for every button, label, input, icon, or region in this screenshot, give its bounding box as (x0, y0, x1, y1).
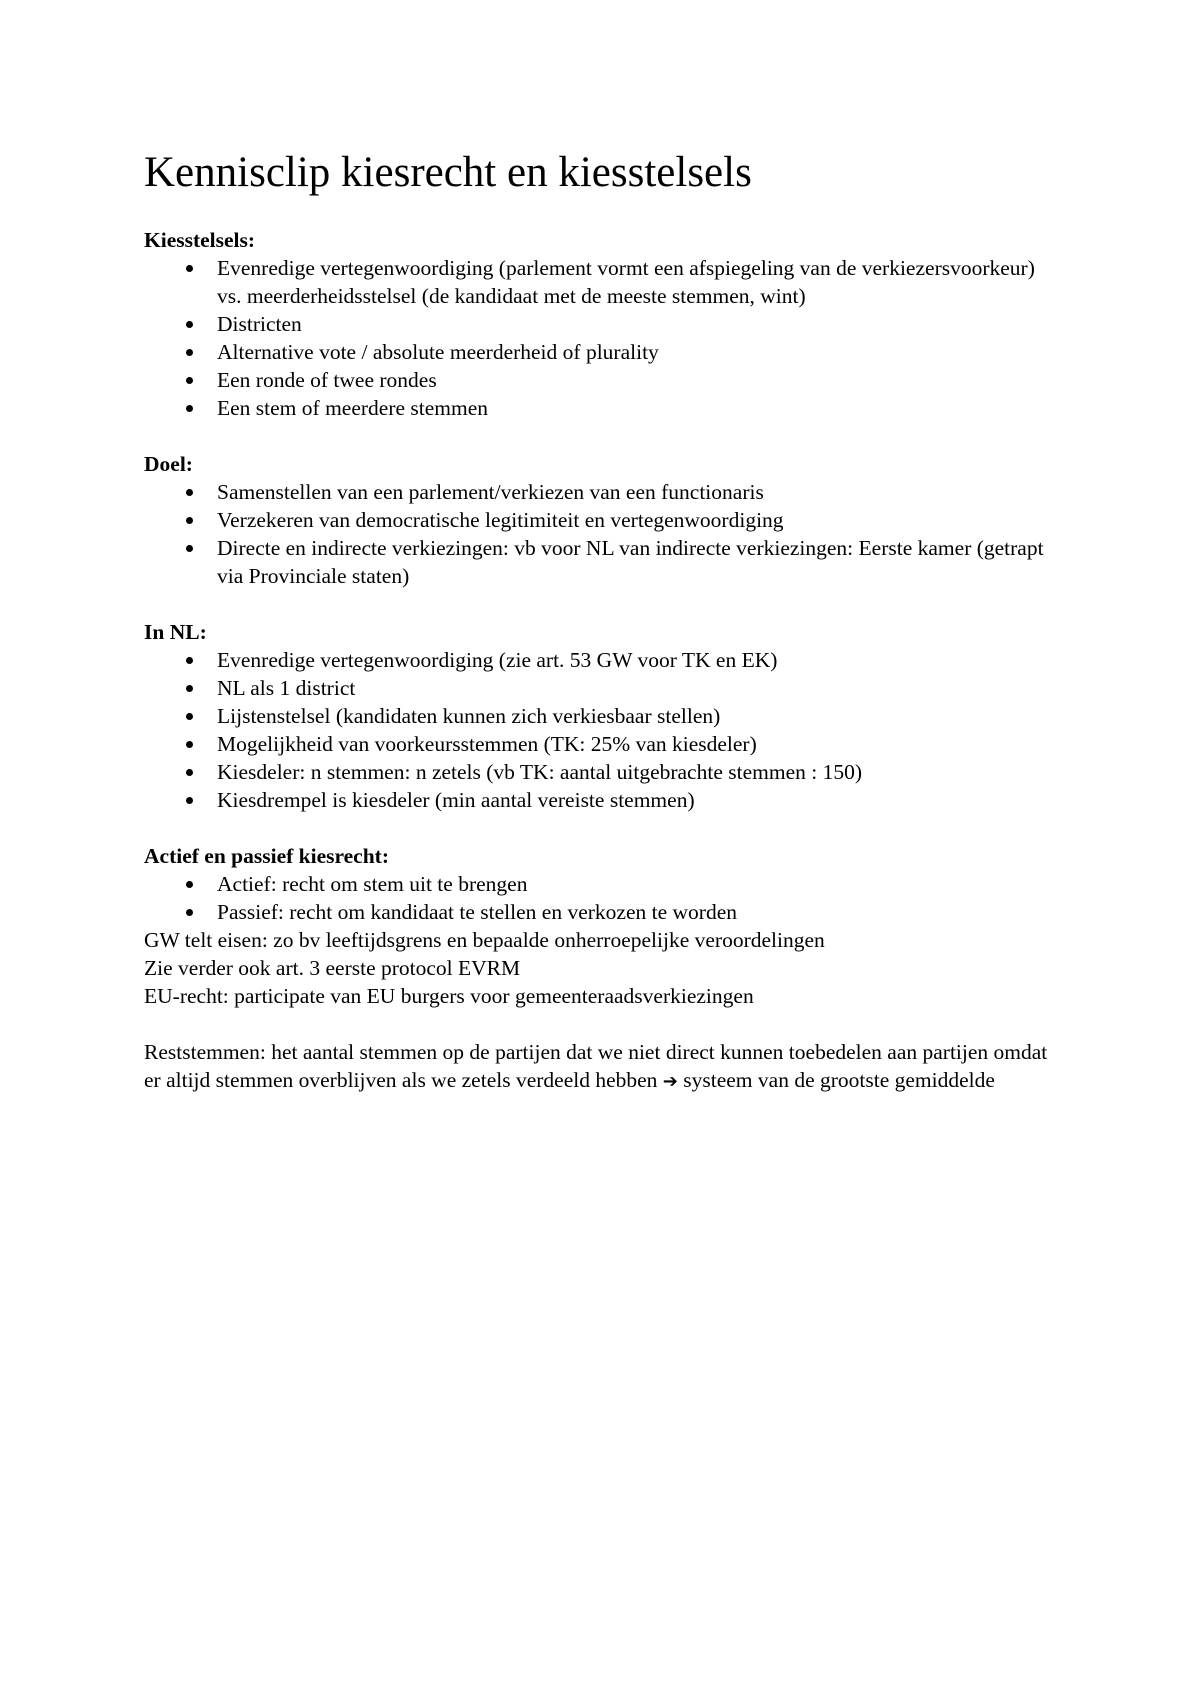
list-item-text: Kiesdrempel is kiesdeler (min aantal vereiste stemmen) (217, 788, 695, 812)
bullet-list-in-nl (144, 646, 1064, 814)
paragraph-line: EU-recht: participate van EU burgers voor gemeenteraadsverkiezingen (144, 984, 754, 1008)
document-title: Kennisclip kiesrecht en kiesstelsels (144, 149, 752, 196)
bullet-icon (186, 657, 193, 664)
list-item (144, 758, 1064, 786)
bullet-list-doel (144, 478, 1064, 590)
list-item (144, 870, 1064, 898)
bullet-list-actief-passief (144, 870, 1064, 926)
list-item (144, 702, 1064, 730)
bullet-icon (186, 685, 193, 692)
list-item (144, 310, 1064, 338)
spacer (144, 422, 1064, 450)
bullet-icon (186, 797, 193, 804)
section-heading-doel: Doel: (144, 452, 193, 476)
spacer (144, 814, 1064, 842)
right-arrow-icon: ➔ (662, 1071, 678, 1092)
list-item (144, 898, 1064, 926)
list-item (144, 730, 1064, 758)
document-body (144, 226, 1064, 1096)
bullet-icon (186, 741, 193, 748)
list-item-text: Actief: recht om stem uit te brengen (217, 872, 528, 896)
section-heading-kiesstelsels: Kiesstelsels: (144, 228, 256, 252)
closing-text-after-arrow: systeem van de grootste gemiddelde (683, 1068, 995, 1092)
bullet-icon (186, 405, 193, 412)
list-item-text: Passief: recht om kandidaat te stellen en verkozen te worden (217, 900, 737, 924)
list-item (144, 394, 1064, 422)
list-item-text: Mogelijkheid van voorkeursstemmen (TK: 25% van kiesdeler) (217, 732, 757, 756)
list-item-text: Lijstenstelsel (kandidaten kunnen zich verkiesbaar stellen) (217, 704, 721, 728)
bullet-icon (186, 265, 193, 272)
list-item-text: Evenredige vertegenwoordiging (zie art. 53 GW voor TK en EK) (217, 648, 778, 672)
bullet-icon (186, 489, 193, 496)
paragraph-line: Zie verder ook art. 3 eerste protocol EVRM (144, 956, 521, 980)
bullet-icon (186, 321, 193, 328)
list-item (144, 646, 1064, 674)
list-item-text: Directe en indirecte verkiezingen: vb voor NL van indirecte verkiezingen: Eerste kamer (getrapt via Provinciale staten) (217, 536, 1044, 588)
spacer (144, 1010, 1064, 1038)
closing-paragraph (144, 1038, 1064, 1096)
bullet-icon (186, 545, 193, 552)
list-item (144, 366, 1064, 394)
bullet-list-kiesstelsels (144, 254, 1064, 422)
list-item (144, 534, 1064, 590)
list-item (144, 338, 1064, 366)
closing-text-before-arrow: Reststemmen: het aantal stemmen op de partijen dat we niet direct kunnen toebedelen aan partijen omdat er altijd stemmen overblijven als we zetels verdeeld hebben (144, 1040, 1048, 1092)
bullet-icon (186, 769, 193, 776)
list-item (144, 674, 1064, 702)
list-item-text: Een stem of meerdere stemmen (217, 396, 489, 420)
list-item-text: Verzekeren van democratische legitimiteit en vertegenwoordiging (217, 508, 784, 532)
bullet-icon (186, 881, 193, 888)
list-item (144, 478, 1064, 506)
list-item (144, 506, 1064, 534)
bullet-icon (186, 517, 193, 524)
list-item-text: Samenstellen van een parlement/verkiezen van een functionaris (217, 480, 764, 504)
list-item-text: Evenredige vertegenwoordiging (parlement vormt een afspiegeling van de verkiezersvoorkeur) vs. meerderheidsstelsel (de kandidaat met de meeste stemmen, wint) (217, 256, 1035, 308)
list-item-text: Districten (217, 312, 302, 336)
section-heading-in-nl: In NL: (144, 620, 207, 644)
section-heading-actief-passief: Actief en passief kiesrecht: (144, 844, 390, 868)
bullet-icon (186, 909, 193, 916)
list-item-text: Kiesdeler: n stemmen: n zetels (vb TK: aantal uitgebrachte stemmen : 150) (217, 760, 862, 784)
list-item (144, 786, 1064, 814)
spacer (144, 590, 1064, 618)
list-item-text: Een ronde of twee rondes (217, 368, 437, 392)
list-item-text: NL als 1 district (217, 676, 356, 700)
list-item (144, 254, 1064, 310)
paragraph-line: GW telt eisen: zo bv leeftijdsgrens en bepaalde onherroepelijke veroordelingen (144, 928, 825, 952)
bullet-icon (186, 713, 193, 720)
list-item-text: Alternative vote / absolute meerderheid of plurality (217, 340, 659, 364)
bullet-icon (186, 349, 193, 356)
bullet-icon (186, 377, 193, 384)
